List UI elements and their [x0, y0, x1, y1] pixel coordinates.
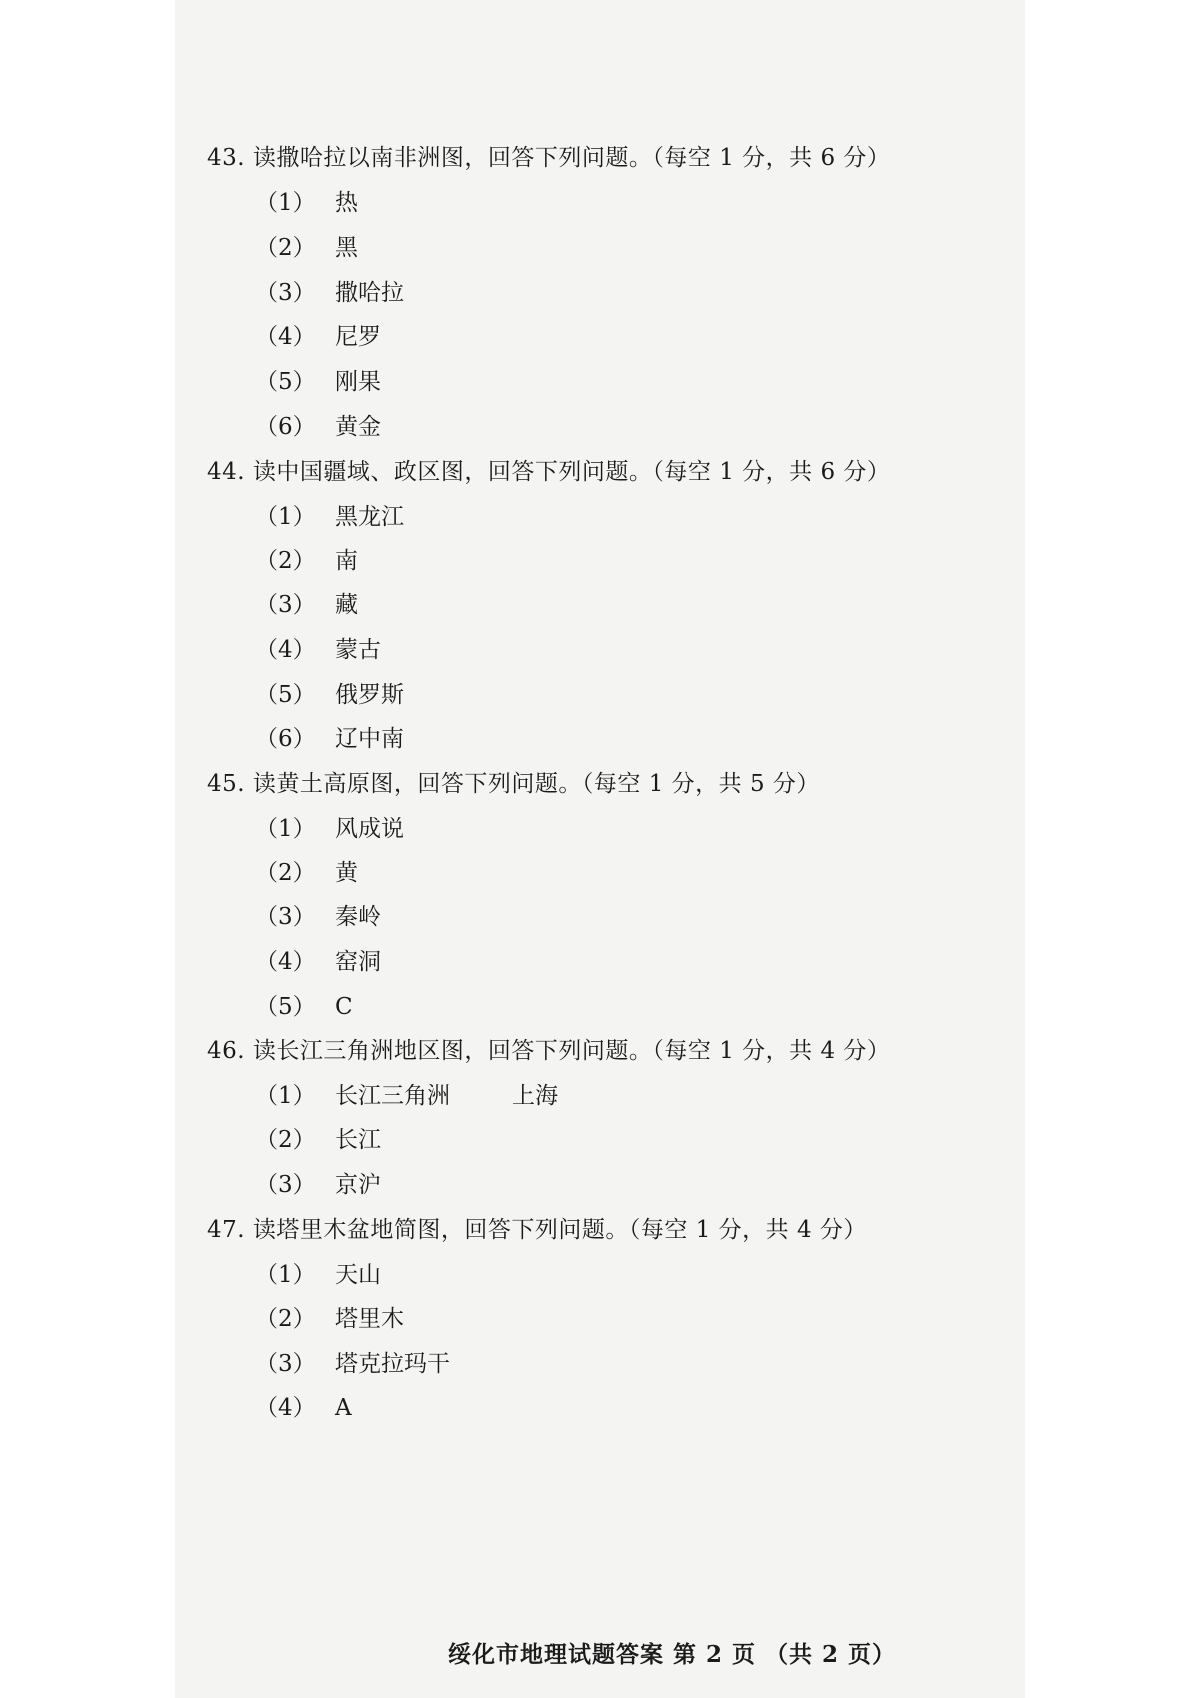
answer-number: （1）	[255, 816, 316, 842]
answer-44-2	[255, 546, 358, 576]
answer-number: （2）	[255, 1306, 316, 1332]
answer-value: 刚果	[335, 369, 381, 395]
answer-47-2	[255, 1304, 404, 1334]
answer-number: （4）	[255, 324, 316, 350]
answer-44-5	[255, 680, 404, 710]
answer-number: （3）	[255, 1172, 316, 1198]
answer-number: （3）	[255, 1351, 316, 1377]
answer-number: （4）	[255, 1395, 316, 1421]
answer-45-1	[255, 814, 404, 844]
answer-value: 塔克拉玛干	[335, 1351, 450, 1377]
question-45-title: 45. 读黄土高原图，回答下列问题。（每空 1 分，共 5 分）	[207, 771, 820, 797]
answer-value: 黄	[335, 860, 358, 886]
answer-value: C	[335, 994, 353, 1020]
answer-44-1	[255, 502, 404, 532]
answer-45-5	[255, 992, 353, 1022]
answer-43-6	[255, 412, 381, 442]
answer-value: 京沪	[335, 1172, 381, 1198]
answer-46-2	[255, 1125, 381, 1155]
answer-value: 热	[335, 190, 358, 216]
answer-45-3	[255, 902, 381, 932]
question-43-title: 43. 读撒哈拉以南非洲图，回答下列问题。（每空 1 分，共 6 分）	[207, 145, 891, 171]
answer-value: 蒙古	[335, 637, 381, 663]
answer-47-4	[255, 1393, 352, 1423]
answer-value: 长江三角洲	[335, 1083, 450, 1109]
question-46-title: 46. 读长江三角洲地区图，回答下列问题。（每空 1 分，共 4 分）	[207, 1038, 891, 1064]
answer-44-3	[255, 590, 358, 620]
page-footer: 绥化市地理试题答案 第 2 页 （共 2 页）	[448, 1641, 897, 1668]
answer-number: （5）	[255, 994, 316, 1020]
answer-number: （2）	[255, 860, 316, 886]
answer-value: 尼罗	[335, 324, 381, 350]
answer-number: （5）	[255, 369, 316, 395]
answer-number: （3）	[255, 904, 316, 930]
answer-number: （1）	[255, 190, 316, 216]
answer-number: （2）	[255, 235, 316, 261]
answer-number: （3）	[255, 280, 316, 306]
answer-number: （4）	[255, 637, 316, 663]
answer-value: 天山	[335, 1262, 381, 1288]
answer-45-4	[255, 947, 381, 977]
answer-value: 塔里木	[335, 1306, 404, 1332]
answer-number: （1）	[255, 1083, 316, 1109]
answer-value: 风成说	[335, 816, 404, 842]
answer-46-3	[255, 1170, 381, 1200]
question-44-title: 44. 读中国疆域、政区图，回答下列问题。（每空 1 分，共 6 分）	[207, 459, 891, 485]
answer-value: 秦岭	[335, 904, 381, 930]
question-47-title: 47. 读塔里木盆地简图，回答下列问题。（每空 1 分，共 4 分）	[207, 1217, 867, 1243]
answer-value: 辽中南	[335, 726, 404, 752]
answer-47-3	[255, 1349, 450, 1379]
answer-46-1	[255, 1081, 558, 1111]
answer-45-2	[255, 858, 358, 888]
answer-number: （2）	[255, 548, 316, 574]
answer-value: 黄金	[335, 414, 381, 440]
answer-44-6	[255, 724, 404, 754]
answer-number: （4）	[255, 949, 316, 975]
answer-43-1	[255, 188, 358, 218]
answer-43-5	[255, 367, 381, 397]
answer-value: A	[335, 1395, 352, 1421]
answer-number: （3）	[255, 592, 316, 618]
answer-44-4	[255, 635, 381, 665]
answer-43-3	[255, 278, 404, 308]
answer-number: （5）	[255, 682, 316, 708]
answer-number: （1）	[255, 504, 316, 530]
answer-number: （6）	[255, 414, 316, 440]
answer-value: 藏	[335, 592, 358, 618]
answer-value-second: 上海	[512, 1083, 558, 1109]
answer-43-4	[255, 322, 381, 352]
answer-number: （2）	[255, 1127, 316, 1153]
answer-value: 长江	[335, 1127, 381, 1153]
answer-value: 窑洞	[335, 949, 381, 975]
answer-value: 黑龙江	[335, 504, 404, 530]
answer-value: 撒哈拉	[335, 280, 404, 306]
answer-47-1	[255, 1260, 381, 1290]
answer-value: 俄罗斯	[335, 682, 404, 708]
answer-value: 黑	[335, 235, 358, 261]
answer-number: （1）	[255, 1262, 316, 1288]
answer-number: （6）	[255, 726, 316, 752]
answer-43-2	[255, 233, 358, 263]
answer-value: 南	[335, 548, 358, 574]
